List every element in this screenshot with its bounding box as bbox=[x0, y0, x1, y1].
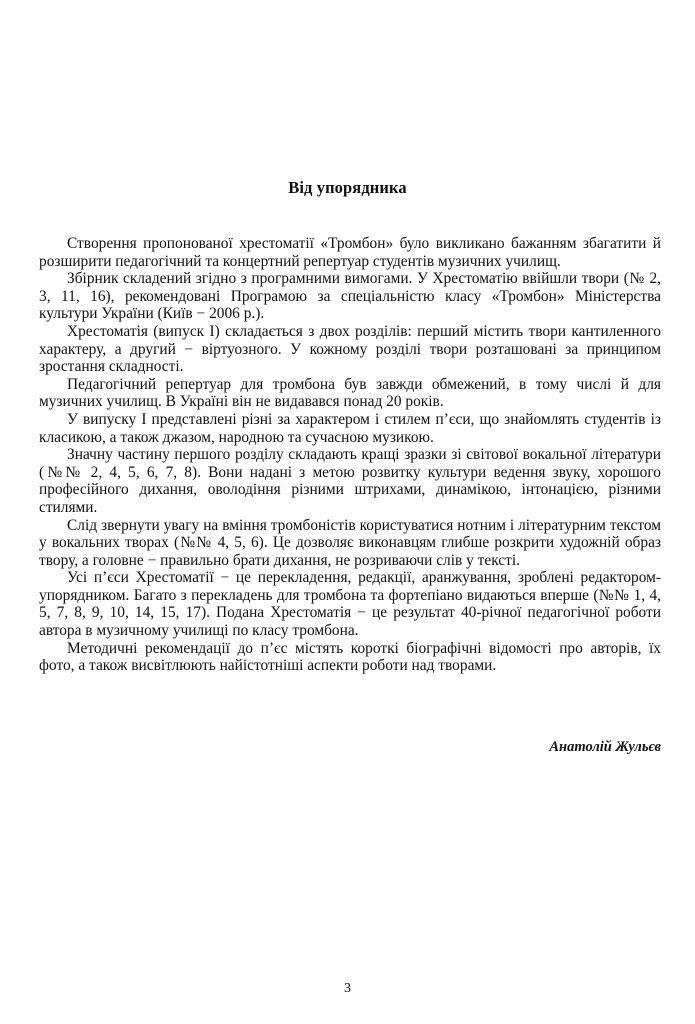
paragraph: Педагогічний репертуар для тромбона був завжди обмежений, в тому числі й для музичних училищ. В Україні він не видавався понад 20 років. bbox=[39, 375, 661, 411]
paragraph: Слід звернути увагу на вміння тромбоністів користуватися нотним і літературним текстом у вокальних творах (№№ 4, 5, 6). Це дозволяє виконавцям глибше розкрити художній образ твору, а головне − правильно брати дихання, не розриваючи слів у тексті. bbox=[39, 516, 661, 569]
paragraph: Методичні рекомендації до п’єс містять короткі біографічні відомості про авторів, їх фото, а також висвітлюють найістотніші аспекти роботи над творами. bbox=[39, 639, 661, 675]
paragraph: Хрестоматія (випуск I) складається з двох розділів: перший містить твори кантиленного характеру, а другий − віртуозного. У кожному розділі твори розташовані за принципом зростання складності. bbox=[39, 322, 661, 376]
page-title: Від упорядника bbox=[288, 178, 407, 197]
paragraph: Створення пропонованої хрестоматії «Тромбон» було викликано бажанням збагатити й розширити педагогічний та концертний репертуар студентів музичних училищ. bbox=[39, 235, 661, 270]
author-signature: Анатолій Жульєв bbox=[549, 739, 661, 755]
page-number: 3 bbox=[344, 981, 351, 996]
paragraph: У випуску I представлені різні за характером і стилем п’єси, що знайомлять студентів із класикою, а також джазом, народною та сучасною музикою. bbox=[39, 410, 661, 446]
body-text bbox=[39, 235, 661, 675]
paragraph: Усі п’єси Хрестоматії − це перекладення, редакції, аранжування, зроблені редактором-упорядником. Багато з перекладень для тромбона та фортепіано видаються вперше (№№ 1, 4, 5, 7, 8, 9, 10, 14, 15, 17). Подана Хрестоматія − це результат 40-річної педагогічної роботи автора в музичному училищі по класу тромбона. bbox=[39, 569, 661, 640]
paragraph: Збірник складений згідно з програмними вимогами. У Хрестоматію ввійшли твори (№ 2, 3, 11, 16), рекомендовані Програмою за спеціальністю класу «Тромбон» Міністерства культури України (Київ − 2006 р.). bbox=[39, 270, 661, 323]
paragraph: Значну частину першого розділу складають кращі зразки зі світової вокальної літератури (№№ 2, 4, 5, 6, 7, 8). Вони надані з метою розвитку культури ведення звуку, хорошого професійного дихання, оволодіння різними штрихами, динамікою, інтонацією, різними стилями. bbox=[39, 446, 661, 516]
